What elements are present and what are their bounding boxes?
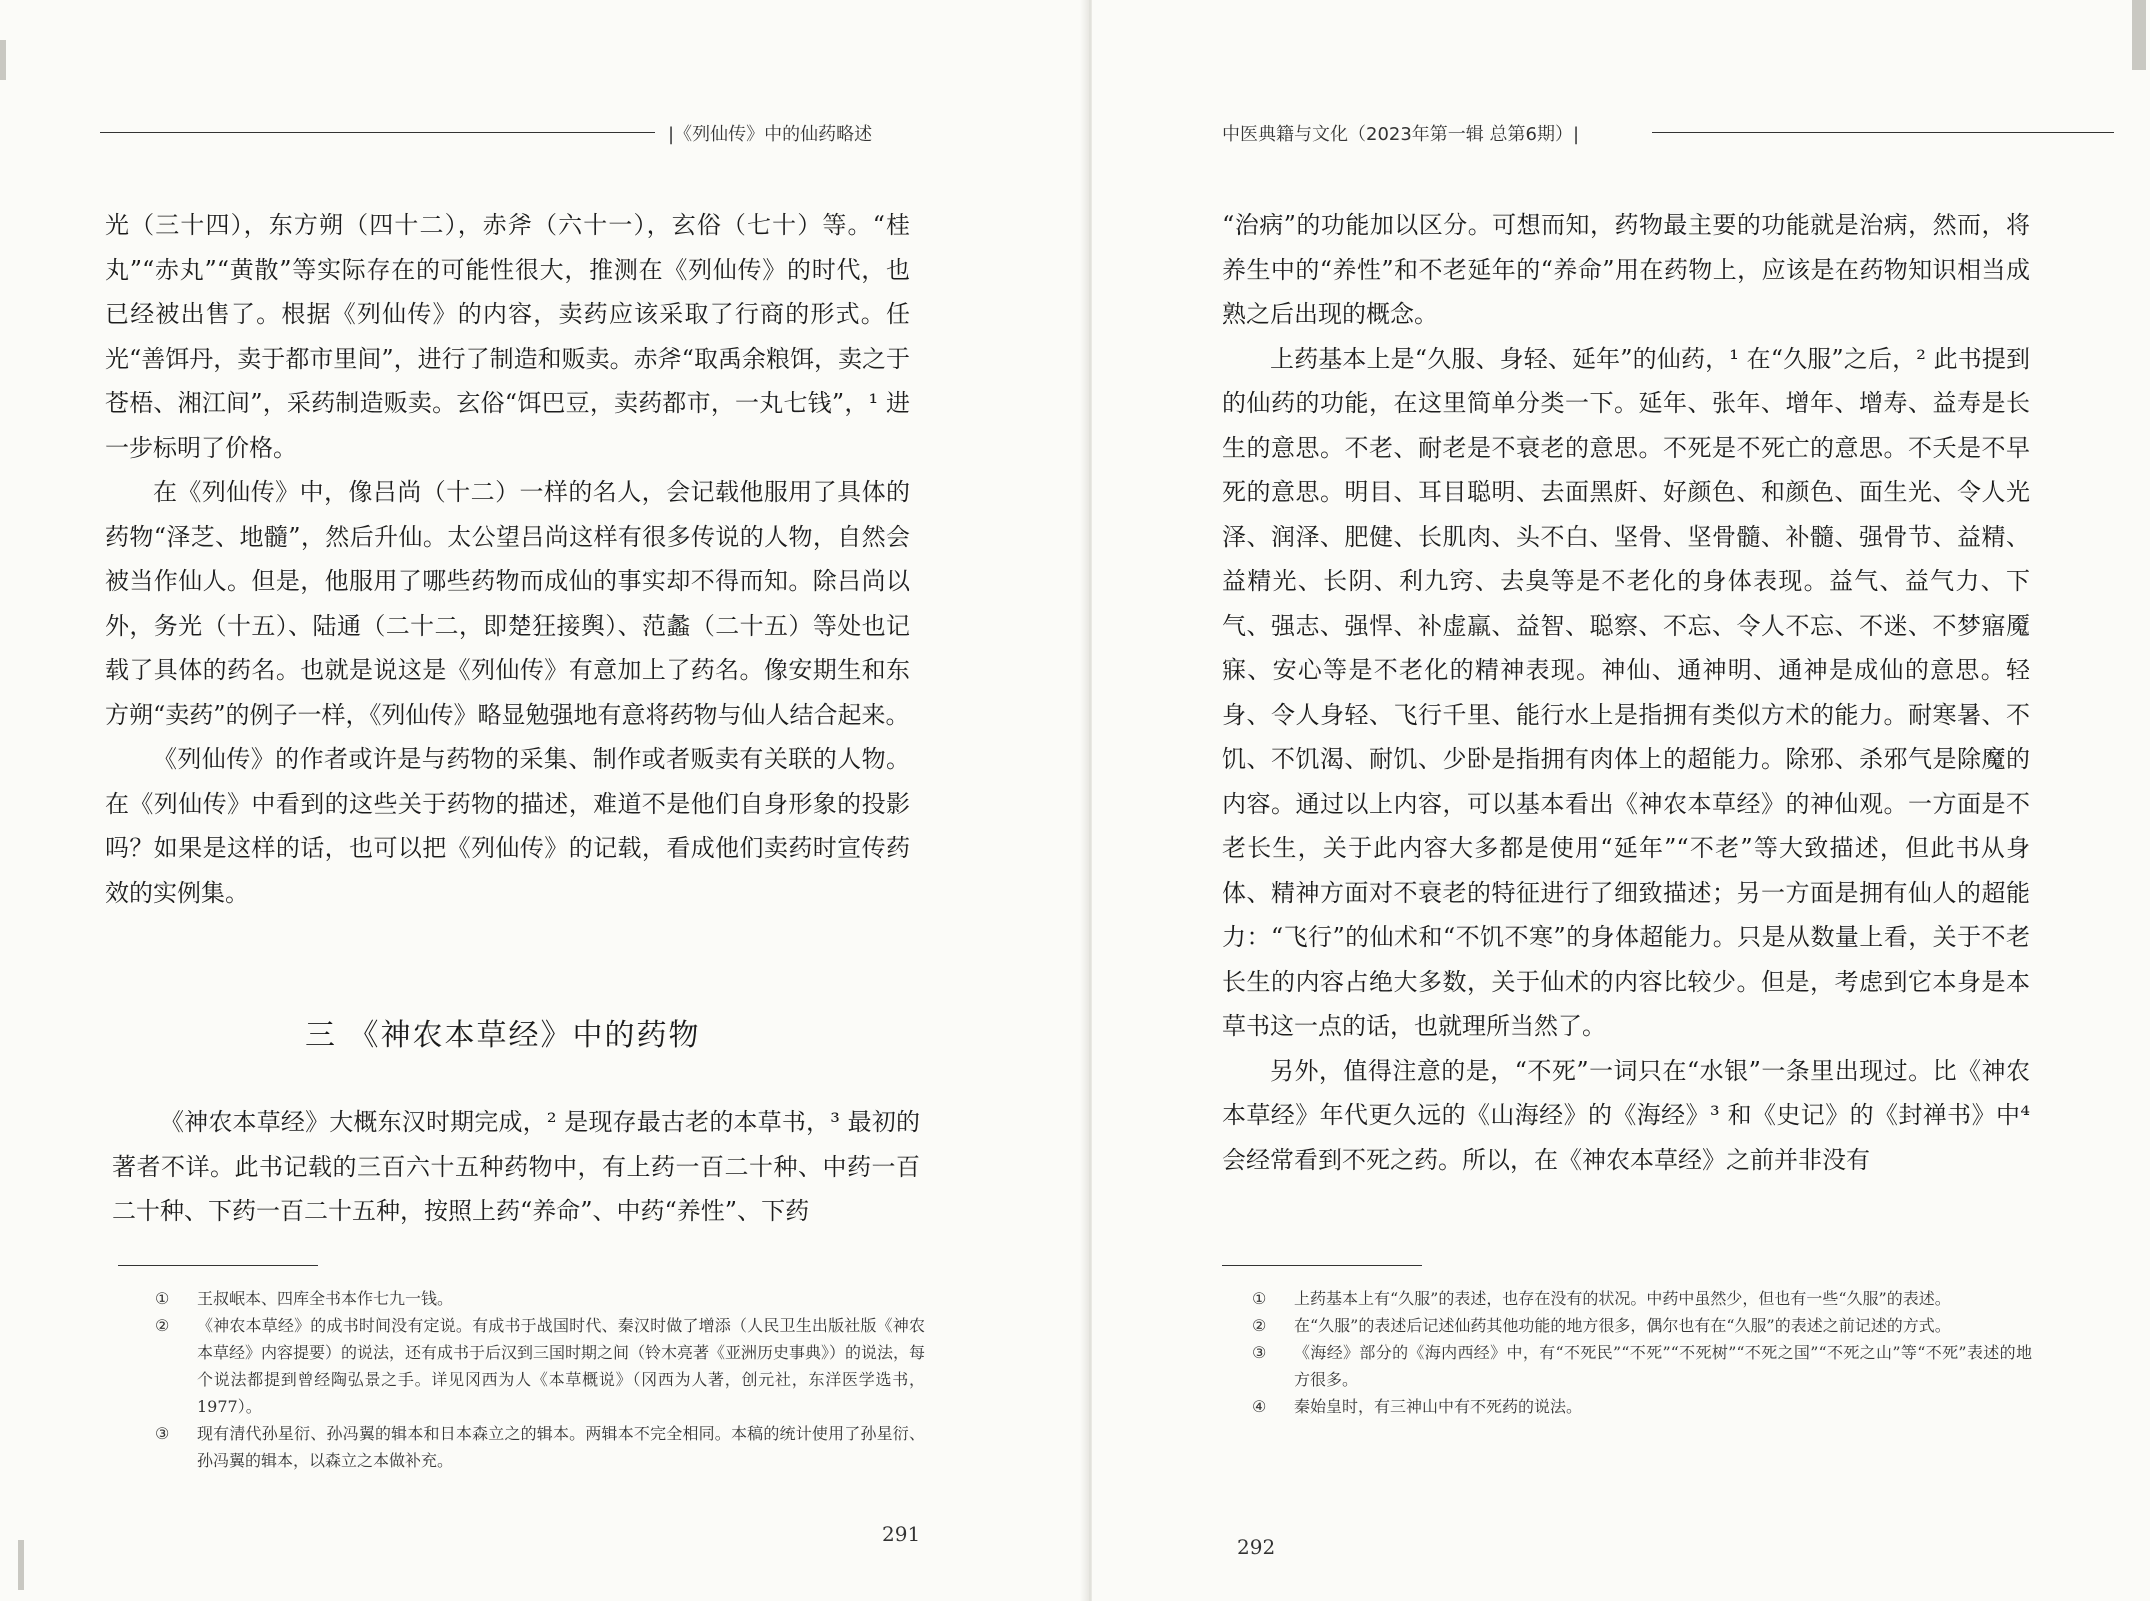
footnote-rule [1222,1265,1422,1266]
footnote-number: ② [155,1316,170,1335]
footnote-text: 秦始皇时，有三神山中有不死药的说法。 [1294,1397,1583,1416]
paragraph: 《列仙传》的作者或许是与药物的采集、制作或者贩卖有关联的人物。在《列仙传》中看到的这些关于药物的描述，难道不是他们自身形象的投影吗？如果是这样的话，也可以把《列仙传》的记载，看成他们卖药时宣传药效的实例集。 [105,745,910,907]
paragraph: 上药基本上是“久服、身轻、延年”的仙药，¹ 在“久服”之后，² 此书提到的仙药的功能，在这里简单分类一下。延年、张年、增年、增寿、益寿是长生的意思。不老、耐老是不衰老的意思。不死是不死亡的意思。不夭是不早死的意思。明目、耳目聪明、去面黑皯、好颜色、和颜色、面生光、令人光泽、润泽、肥健、长肌肉、头不白、坚骨、坚骨髓、补髓、强骨节、益精、益精光、长阴、利九窍、去臭等是不老化的身体表现。益气、益气力、下气、强志、强悍、补虚羸、益智、聪察、不忘、令人不忘、不迷、不梦寤魇寐、安心等是不老化的精神表现。神仙、通神明、通神是成仙的意思。轻身、令人身轻、飞行千里、能行水上是指拥有类似方术的能力。耐寒暑、不饥、不饥渴、耐饥、少卧是指拥有肉体上的超能力。除邪、杀邪气是除魔的内容。通过以上内容，可以基本看出《神农本草经》的神仙观。一方面是不老长生，关于此内容大多都是使用“延年”“不老”等大致描述，但此书从身体、精神方面对不衰老的特征进行了细致描述；另一方面是拥有仙人的超能力：“飞行”的仙术和“不饥不寒”的身体超能力。只是从数量上看，关于不老长生的内容占绝大多数，关于仙术的内容比较少。但是，考虑到它本身是本草书这一点的话，也就理所当然了。 [1222,344,2030,1040]
footnote-number: ① [1252,1289,1267,1308]
body-text [105,203,910,915]
footnote [155,1420,925,1474]
footnote-text: 现有清代孙星衍、孙冯翼的辑本和日本森立之的辑本。两辑本不完全相同。本稿的统计使用了孙星衍、孙冯翼的辑本，以森立之本做补充。 [197,1424,925,1470]
footnote-text: 《海经》部分的《海内西经》中，有“不死民”“不死”“不死树”“不死之国”“不死之山”等“不死”表述的地方很多。 [1294,1343,2032,1389]
footnote-number: ④ [1252,1397,1267,1416]
footnote-text: 《神农本草经》的成书时间没有定说。有成书于战国时代、秦汉时做了增添（人民卫生出版社版《神农本草经》内容提要）的说法，还有成书于后汉到三国时期之间（铃木亮著《亚洲历史事典》）的说法，每个说法都提到曾经陶弘景之手。详见冈西为人《本草概说》（冈西为人著，创元社，东洋医学选书，1977）。 [197,1316,926,1416]
footnotes [155,1285,925,1474]
scan-edge-mark [18,1540,24,1590]
footnote-number: ② [1252,1316,1267,1335]
paragraph: 《神农本草经》大概东汉时期完成，² 是现存最古老的本草书，³ 最初的著者不详。此书记载的三百六十五种药物中，有上药一百二十种、中药一百二十种、下药一百二十五种，按照上药“养命”、中药“养性”、下药 [112,1108,920,1225]
body-text [1222,203,2030,1182]
footnote [1252,1312,2032,1339]
header-rule [1652,132,2114,133]
footnotes [1252,1285,2032,1420]
header-rule [100,132,655,133]
footnote [1252,1393,2032,1420]
paragraph: 光（三十四），东方朔（四十二），赤斧（六十一），玄俗（七十）等。“桂丸”“赤丸”“黄散”等实际存在的可能性很大，推测在《列仙传》的时代，也已经被出售了。根据《列仙传》的内容，卖药应该采取了行商的形式。任光“善饵丹，卖于都市里间”，进行了制造和贩卖。赤斧“取禹余粮饵，卖之于苍梧、湘江间”，采药制造贩卖。玄俗“饵巴豆，卖药都市，一丸七钱”，¹ 进一步标明了价格。 [105,211,910,462]
running-head: 中医典籍与文化（2023年第一辑 总第6期）| [1222,124,1580,145]
scan-edge-mark [2132,0,2146,70]
footnote [1252,1285,2032,1312]
body-text [112,1100,920,1234]
paragraph: 另外，值得注意的是，“不死”一词只在“水银”一条里出现过。比《神农本草经》年代更久远的《山海经》的《海经》³ 和《史记》的《封禅书》中⁴ 会经常看到不死之药。所以，在《神农本草经》之前并非没有 [1222,1056,2030,1174]
footnote-rule [118,1265,318,1266]
footnote [155,1312,925,1420]
section-title: 三 《神农本草经》中的药物 [305,1018,701,1053]
page-number: 291 [882,1522,921,1546]
running-head: |《列仙传》中的仙药略述 [668,124,873,145]
footnote-number: ③ [155,1424,170,1443]
paragraph: 在《列仙传》中，像吕尚（十二）一样的名人，会记载他服用了具体的药物“泽芝、地髓”，然后升仙。太公望吕尚这样有很多传说的人物，自然会被当作仙人。但是，他服用了哪些药物而成仙的事实却不得而知。除吕尚以外，务光（十五）、陆通（二十二，即楚狂接舆）、范蠡（二十五）等处也记载了具体的药名。也就是说这是《列仙传》有意加上了药名。像安期生和东方朔“卖药”的例子一样，《列仙传》略显勉强地有意将药物与仙人结合起来。 [105,478,910,729]
footnote-text: 上药基本上有“久服”的表述，也存在没有的状况。中药中虽然少，但也有一些“久服”的表述。 [1294,1289,1951,1308]
footnote-number: ③ [1252,1343,1267,1362]
footnote [155,1285,925,1312]
right-page [1092,0,2150,1601]
footnote [1252,1339,2032,1393]
scan-edge-mark [0,40,6,80]
footnote-text: 在“久服”的表述后记述仙药其他功能的地方很多，偶尔也有在“久服”的表述之前记述的方式。 [1294,1316,1951,1335]
paragraph: “治病”的功能加以区分。可想而知，药物最主要的功能就是治病，然而，将养生中的“养性”和不老延年的“养命”用在药物上，应该是在药物知识相当成熟之后出现的概念。 [1222,211,2030,328]
footnote-number: ① [155,1289,170,1308]
page-number: 292 [1237,1535,1276,1559]
footnote-text: 王叔岷本、四库全书本作七九一钱。 [197,1289,454,1308]
